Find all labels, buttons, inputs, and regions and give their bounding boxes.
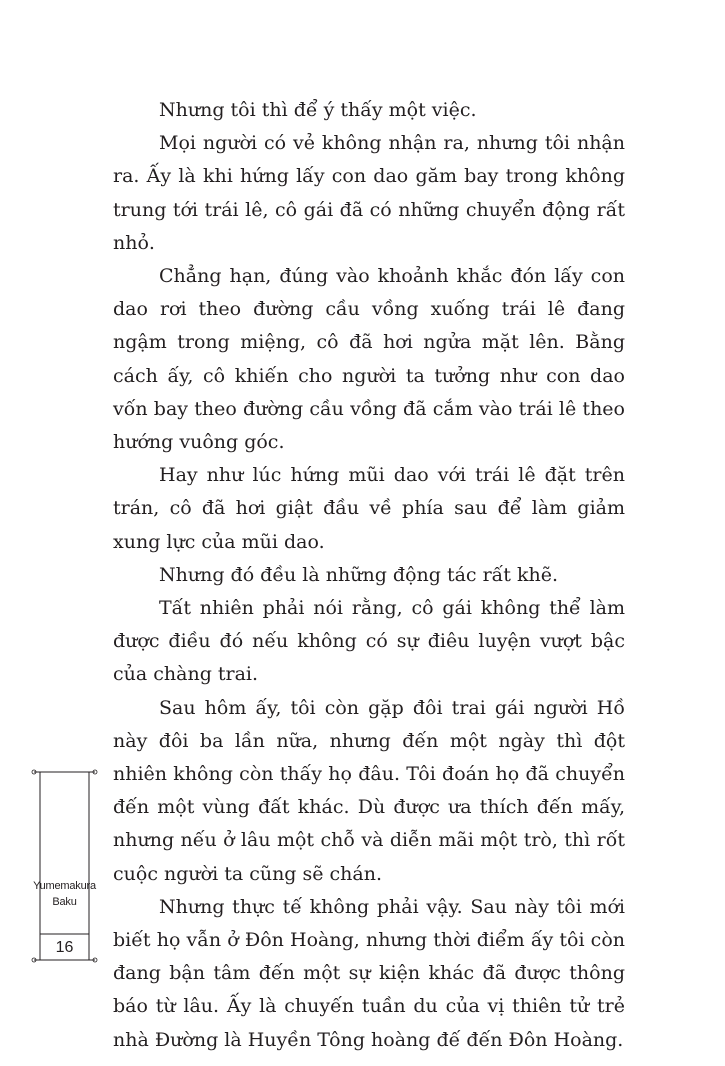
paragraph-6: Tất nhiên phải nói rằng, cô gái không thể làm được điều đó nếu không có sự điêu luyện vượt bậc của chàng trai. bbox=[113, 597, 625, 686]
body-text bbox=[113, 94, 625, 1057]
side-tab bbox=[31, 766, 98, 966]
author-name bbox=[31, 878, 98, 910]
page-number: 16 bbox=[55, 939, 74, 956]
paragraph-7: Sau hôm ấy, tôi còn gặp đôi trai gái người Hồ này đôi ba lần nữa, nhưng đến một ngày thì đột nhiên không còn thấy họ đâu. Tôi đoán họ đã chuyển đến một vùng đất khác. Dù được ưa thích đến mấy, nhưng nếu ở lâu một chỗ và diễn mãi một trò, thì rốt cuộc người ta cũng sẽ chán. bbox=[113, 696, 625, 885]
paragraph-5: Nhưng đó đều là những động tác rất khẽ. bbox=[159, 563, 559, 586]
paragraph-4: Hay như lúc hứng mũi dao với trái lê đặt trên trán, cô đã hơi giật đầu về phía sau để làm giảm xung lực của mũi dao. bbox=[113, 464, 625, 553]
paragraph-3: Chẳng hạn, đúng vào khoảnh khắc đón lấy con dao rơi theo đường cầu vồng xuống trái lê đang ngậm trong miệng, cô đã hơi ngửa mặt lên. Bằng cách ấy, cô khiến cho người ta tưởng như con dao vốn bay theo đường cầu vồng đã cắm vào trái lê theo hướng vuông góc. bbox=[113, 265, 625, 454]
paragraph-8: Nhưng thực tế không phải vậy. Sau này tôi mới biết họ vẫn ở Đôn Hoàng, nhưng thời điểm ấy tôi còn đang bận tâm đến một sự kiện khác đã được thông báo từ lâu. Ấy là chuyến tuần du của vị thiên tử trẻ nhà Đường là Huyền Tông hoàng đế đến Đôn Hoàng. bbox=[113, 895, 625, 1051]
author-line-2: Baku bbox=[52, 896, 77, 908]
paragraph-1: Nhưng tôi thì để ý thấy một việc. bbox=[159, 99, 477, 121]
paragraph-2: Mọi người có vẻ không nhận ra, nhưng tôi nhận ra. Ấy là khi hứng lấy con dao găm bay trong không trung tới trái lê, cô gái đã có những chuyển động rất nhỏ. bbox=[113, 132, 625, 254]
side-tab-frame bbox=[31, 766, 98, 966]
author-line-1: Yumemakura bbox=[33, 880, 96, 892]
